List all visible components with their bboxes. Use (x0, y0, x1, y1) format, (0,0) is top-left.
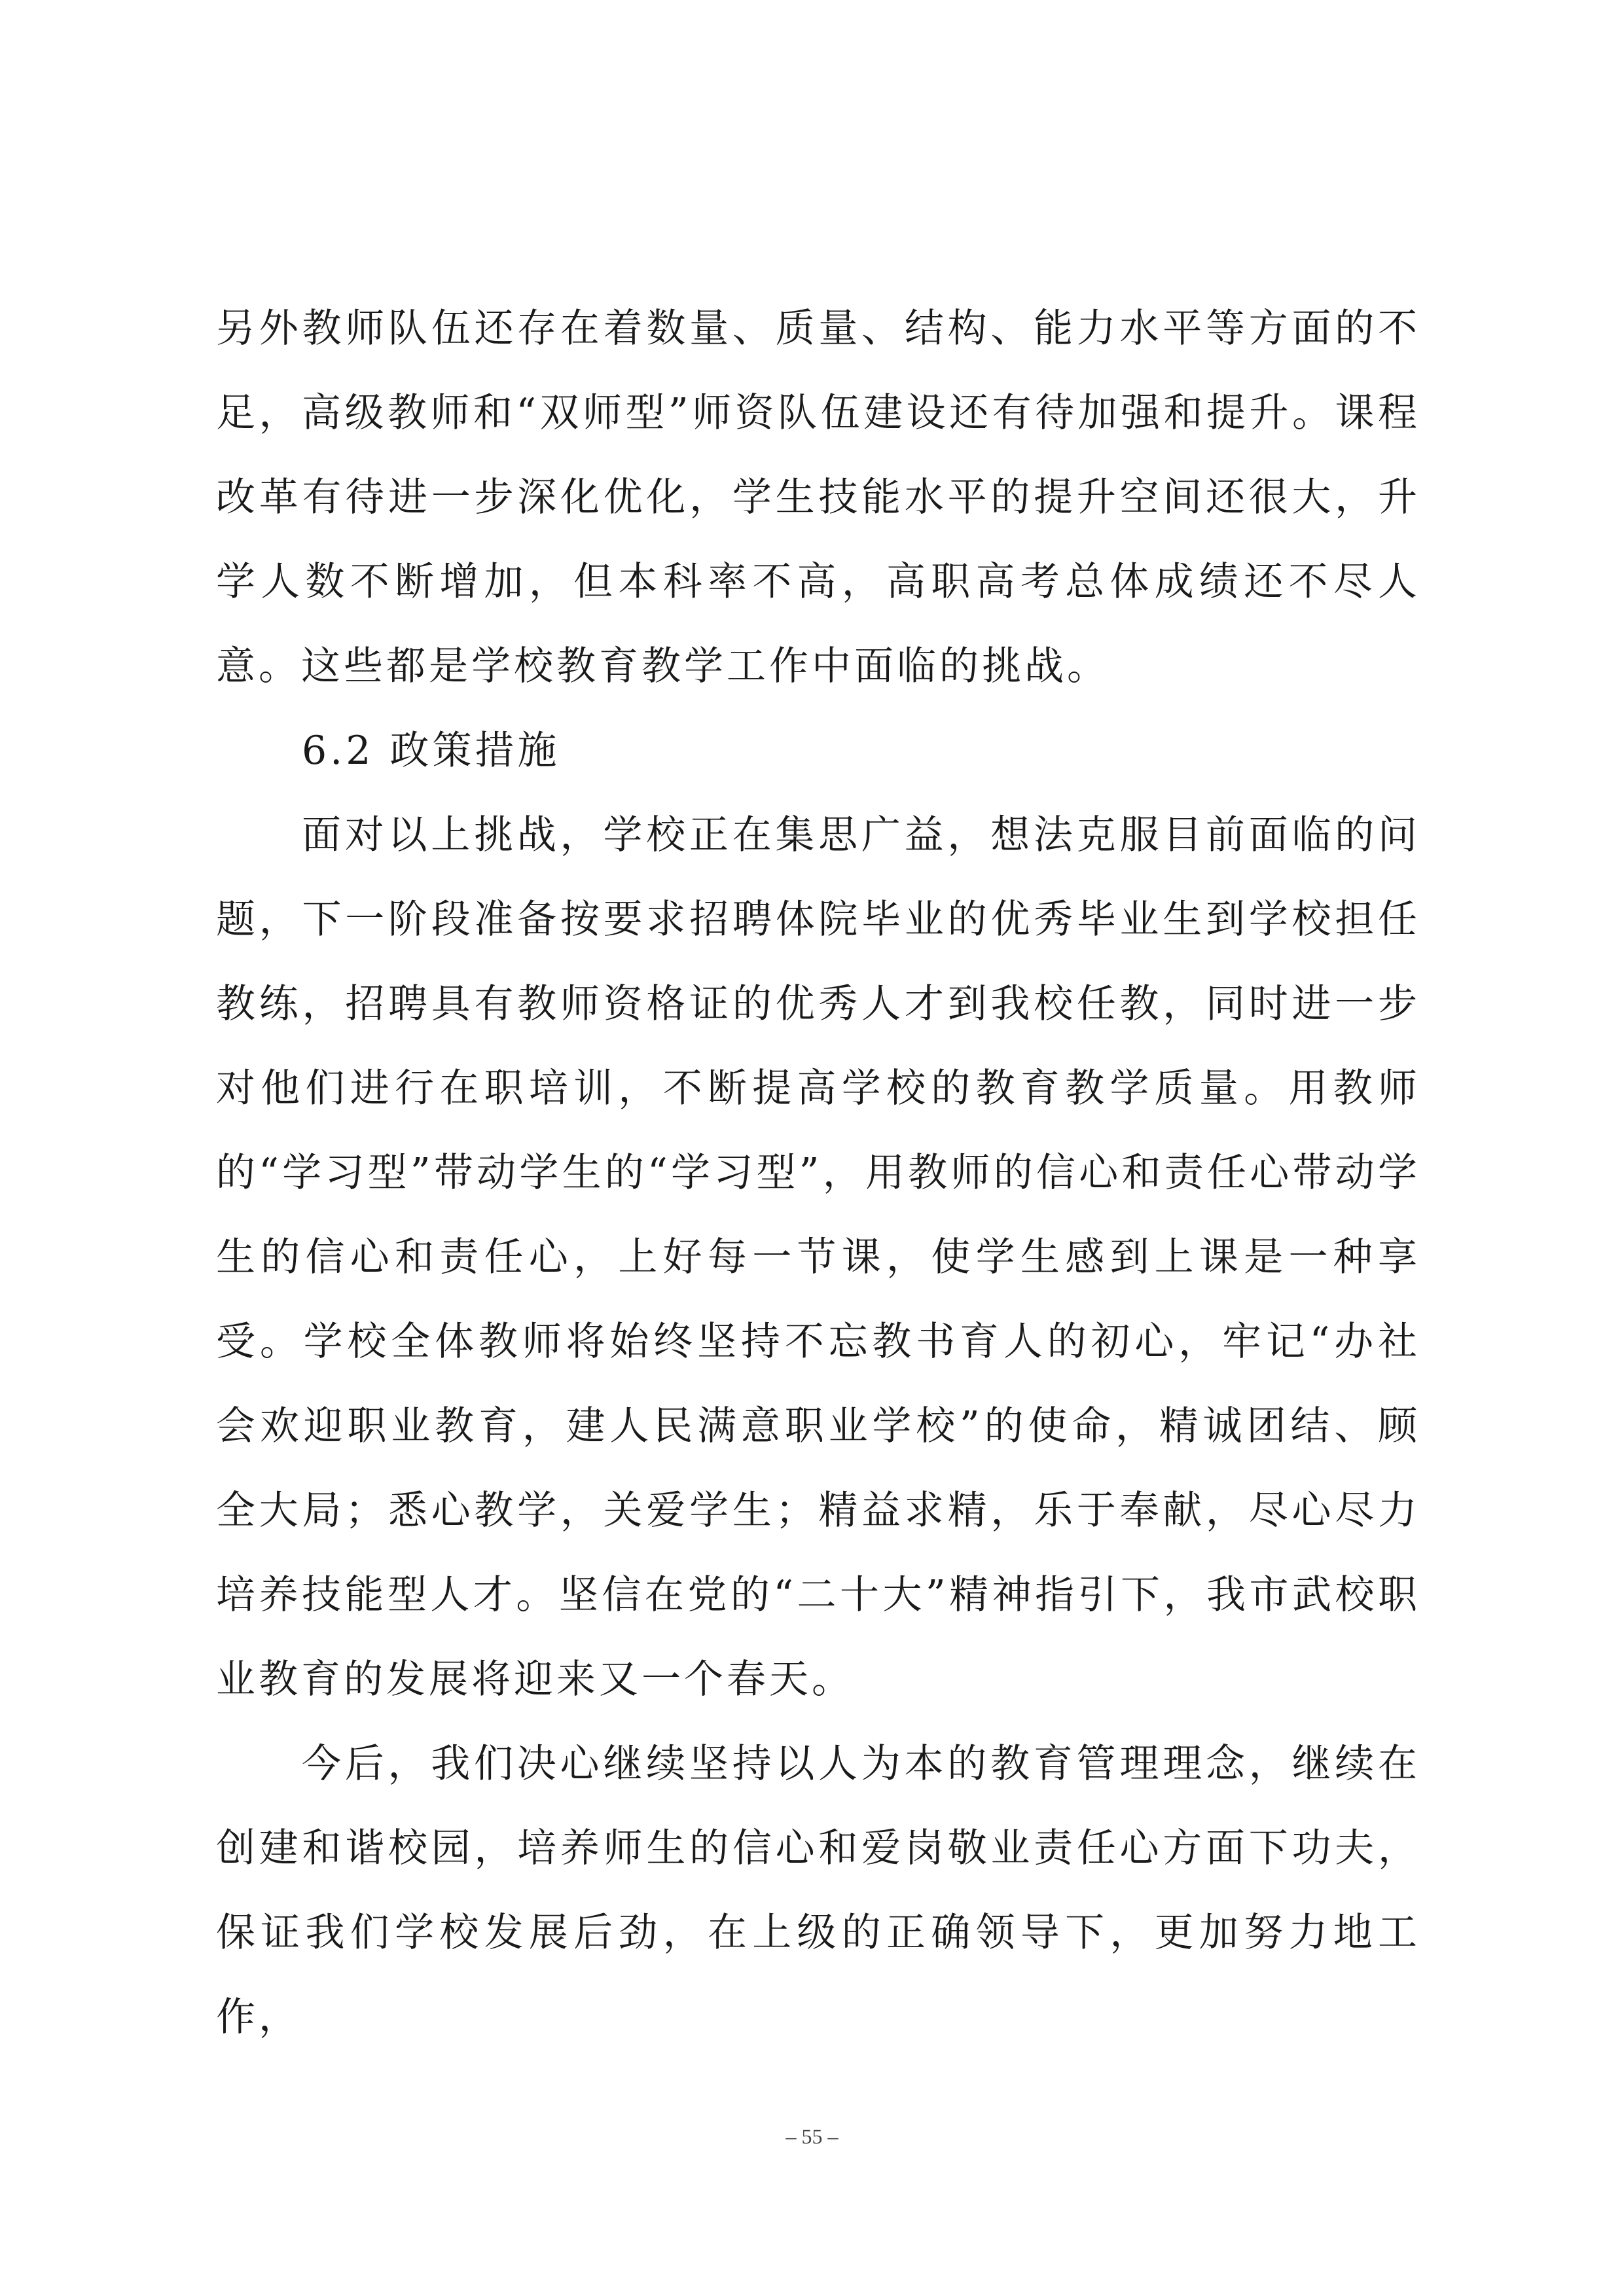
paragraph-challenges-continued: 另外教师队伍还存在着数量、质量、结构、能力水平等方面的不足，高级教师和“双师型”师资队伍建设还有待加强和提升。课程改革有待进一步深化优化，学生技能水平的提升空间还很大，升学人数不断增加，但本科率不高，高职高考总体成绩还不尽人意。这些都是学校教育教学工作中面临的挑战。 (216, 306, 1420, 689)
paragraph-future-commitment: 今后，我们决心继续坚持以人为本的教育管理理念，继续在创建和谐校园，培养师生的信心和爱岗敬业责任心方面下功夫，保证我们学校发展后劲，在上级的正确领导下，更加努力地工作， (216, 1741, 1420, 2040)
section-heading-6-2: 6.2 政策措施 (302, 728, 560, 774)
body-text (216, 287, 1420, 2060)
paragraph-policy-measures: 面对以上挑战，学校正在集思广益，想法克服目前面临的问题，下一阶段准备按要求招聘体院毕业的优秀毕业生到学校担任教练，招聘具有教师资格证的优秀人才到我校任教，同时进一步对他们进行在职培训，不断提高学校的教育教学质量。用教师的“学习型”带动学生的“学习型”，用教师的信心和责任心带动学生的信心和责任心，上好每一节课，使学生感到上课是一种享受。学校全体教师将始终坚持不忘教书育人的初心，牢记“办社会欢迎职业教育，建人民满意职业学校”的使命，精诚团结、顾全大局；悉心教学，关爱学生；精益求精，乐于奉献，尽心尽力培养技能型人才。坚信在党的“二十大”精神指引下，我市武校职业教育的发展将迎来又一个春天。 (216, 812, 1420, 1702)
page-number: – 55 – (785, 2125, 839, 2148)
